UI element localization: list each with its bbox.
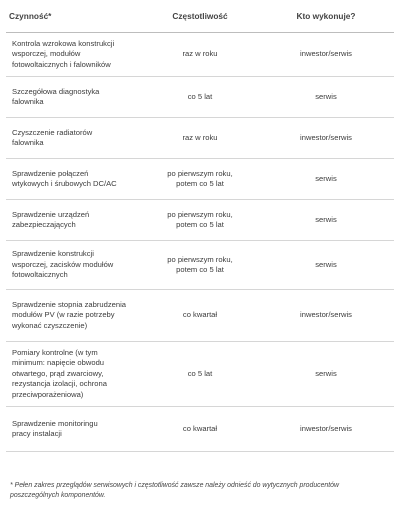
header-performer: Kto wykonuje? [296, 11, 356, 21]
cell-frequency: raz w roku [182, 132, 218, 142]
table-row [6, 342, 394, 407]
cell-task: Sprawdzenie monitoringu pracy instalacji [12, 418, 98, 438]
cell-performer: serwis [315, 259, 337, 269]
table-header [6, 0, 394, 33]
cell-task: Sprawdzenie konstrukcji wsporczej, zacisków modułów fotowoltaicznych [12, 249, 114, 280]
maintenance-table [6, 0, 394, 452]
table-row [6, 407, 394, 452]
cell-frequency: po pierwszym roku, potem co 5 lat [167, 254, 233, 274]
cell-task: Czyszczenie radiatorów falownika [12, 127, 93, 147]
cell-performer: inwestor/serwis [300, 132, 352, 142]
table-row [6, 290, 394, 342]
cell-task: Sprawdzenie stopnia zabrudzenia modułów PV (w razie potrzeby wykonać czyszczenie) [12, 299, 126, 330]
cell-performer: inwestor/serwis [300, 310, 352, 320]
table-row [6, 77, 394, 118]
cell-performer: inwestor/serwis [300, 49, 352, 59]
cell-performer: serwis [315, 368, 337, 378]
header-task: Czynność* [9, 11, 52, 21]
cell-task: Pomiary kontrolne (w tym minimum: napięcie obwodu otwartego, prąd zwarciowy, rezystancja izolacji, ochrona przeciwporażeniowa) [12, 347, 107, 399]
cell-performer: serwis [315, 173, 337, 183]
cell-task: Kontrola wzrokowa konstrukcji wsporczej, modułów fotowoltaicznych i falowników [12, 38, 115, 69]
cell-performer: serwis [315, 214, 337, 224]
table-row [6, 159, 394, 200]
cell-frequency: co kwartał [182, 310, 218, 320]
cell-frequency: co 5 lat [187, 91, 213, 101]
cell-frequency: co kwartał [182, 423, 218, 433]
cell-frequency: co 5 lat [187, 368, 213, 378]
table-row [6, 200, 394, 241]
cell-task: Sprawdzenie połączeń wtykowych i śrubowych DC/AC [12, 168, 117, 188]
table-row [6, 241, 394, 290]
cell-performer: inwestor/serwis [300, 423, 352, 433]
cell-task: Szczegółowa diagnostyka falownika [12, 86, 100, 106]
header-frequency: Częstotliwość [172, 11, 228, 21]
cell-task: Sprawdzenie urządzeń zabezpieczających [12, 209, 90, 229]
cell-frequency: raz w roku [182, 49, 218, 59]
table-row [6, 33, 394, 77]
cell-performer: serwis [315, 91, 337, 101]
cell-frequency: po pierwszym roku, potem co 5 lat [167, 168, 233, 188]
table-row [6, 118, 394, 159]
footnote: * Pełen zakres przeglądów serwisowych i częstotliwość zawsze należy odnieść do wytycznych producentów poszczególnych komponentów. [10, 482, 339, 499]
cell-frequency: po pierwszym roku, potem co 5 lat [167, 209, 233, 229]
